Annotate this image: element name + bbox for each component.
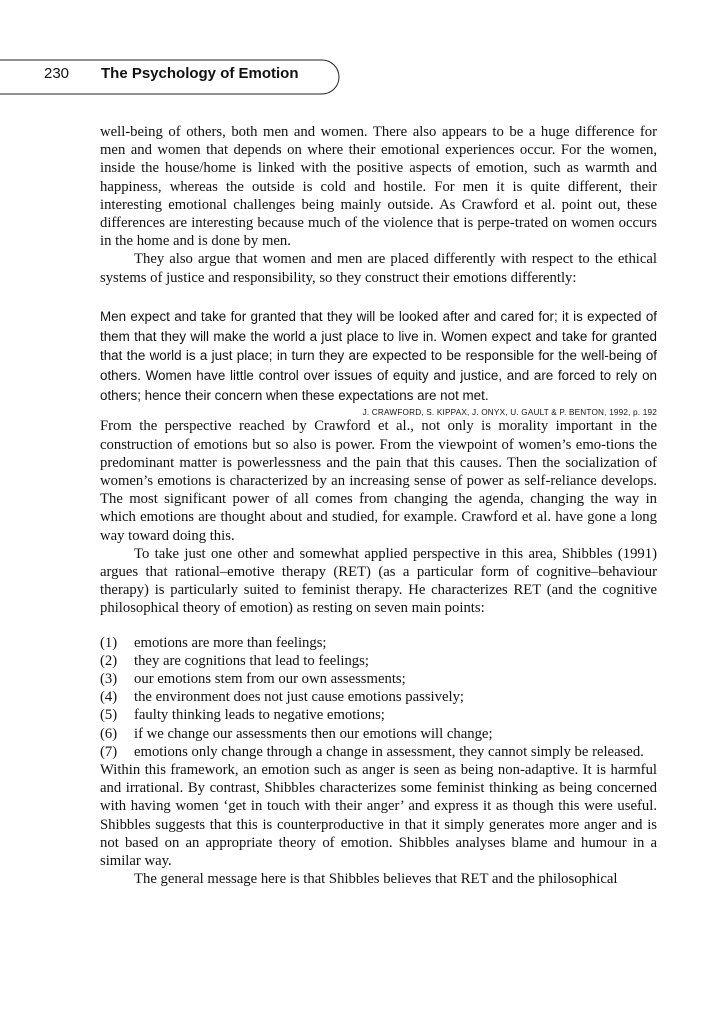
paragraph: The general message here is that Shibbles believes that RET and the philosophical — [134, 871, 618, 888]
list-item-text: faulty thinking leads to negative emotions; — [134, 707, 385, 724]
list-item-text: they are cognitions that lead to feelings; — [134, 652, 369, 669]
list-item-text: the environment does not just cause emotions passively; — [134, 689, 465, 706]
list-number: (7) — [100, 743, 118, 760]
list-item — [100, 706, 657, 724]
list-item — [100, 725, 657, 743]
list-number: (2) — [100, 652, 118, 669]
paragraph: To take just one other and somewhat applied perspective in this area, Shibbles (1991) argues that rational–emotive therapy (RET) (as a particular form of cognitive–behaviour therapy) is particularly suited to feminist therapy. He characterizes RET (and the cognitive philosophical theory of emotion) as resting on seven main points: — [100, 545, 657, 617]
list-number: (1) — [100, 634, 118, 651]
list-number: (3) — [100, 670, 118, 687]
list-item-text: if we change our assessments then our emotions will change; — [134, 725, 493, 742]
list-item — [100, 634, 657, 652]
running-header — [0, 58, 342, 94]
list-number: (4) — [100, 689, 118, 706]
page-number: 230 — [44, 65, 70, 82]
list-item — [100, 652, 657, 670]
running-title: The Psychology of Emotion — [101, 65, 299, 82]
list-item-text: emotions are more than feelings; — [134, 634, 327, 651]
quote-attribution: J. CRAWFORD, S. KIPPAX, J. ONYX, U. GAULT & P. BENTON, 1992, p. 192 — [362, 408, 657, 418]
block-quote: Men expect and take for granted that they will be looked after and cared for; it is expected of them that they will make the world a just place to live in. Women expect and take for granted that the world is a just place; in turn they are expected to be responsible for the well-being of others. Women have little control over issues of equity and justice, and are forced to rely on others; hence their concern when these expectations are not met. — [100, 308, 657, 403]
list-number: (6) — [100, 725, 118, 742]
list-item — [100, 688, 657, 706]
numbered-list — [100, 634, 657, 761]
page-body — [100, 123, 657, 888]
list-item — [100, 670, 657, 688]
list-item-text: our emotions stem from our own assessments; — [134, 670, 406, 687]
paragraph: Within this framework, an emotion such as anger is seen as being non-adaptive. It is harmful and irrational. By contrast, Shibbles characterizes some feminist thinking as being concerned with having women ‘get in touch with their anger’ and express it as though this were useful. Shibbles suggests that this is counterproductive in that it simply generates more anger and is not based on an appropriate theory of emotion. Shibbles analyses blame and humour in a similar way. — [100, 762, 657, 870]
paragraph: From the perspective reached by Crawford et al., not only is morality important in the construction of emotions but so also is power. From the viewpoint of women’s emo-tions the predominant matter is powerlessness and the pain that this causes. Then the socialization of women’s emotions is characterized by an increasing sense of power as self-reliance develops. The most significant power of all comes from changing the agenda, changing the way in which emotions are thought about and studied, for example. Crawford et al. have gone a long way toward doing this. — [100, 418, 657, 544]
paragraph: well-being of others, both men and women. There also appears to be a huge difference for men and women that depends on where their emotional experiences occur. For the women, inside the house/home is linked with the positive aspects of emotion, such as warmth and happiness, whereas the outside is cold and hostile. For men it is quite different, their interesting emotional challenges being mainly outside. As Crawford et al. point out, these differences are interesting because much of the violence that is perpe-trated on women occurs in the home and is done by men. — [100, 124, 657, 250]
list-item-text: emotions only change through a change in assessment, they cannot simply be released. — [134, 743, 644, 760]
list-number: (5) — [100, 707, 118, 724]
list-item — [100, 743, 657, 761]
paragraph: They also argue that women and men are placed differently with respect to the ethical systems of justice and responsibility, so they construct their emotions differently: — [100, 251, 657, 286]
